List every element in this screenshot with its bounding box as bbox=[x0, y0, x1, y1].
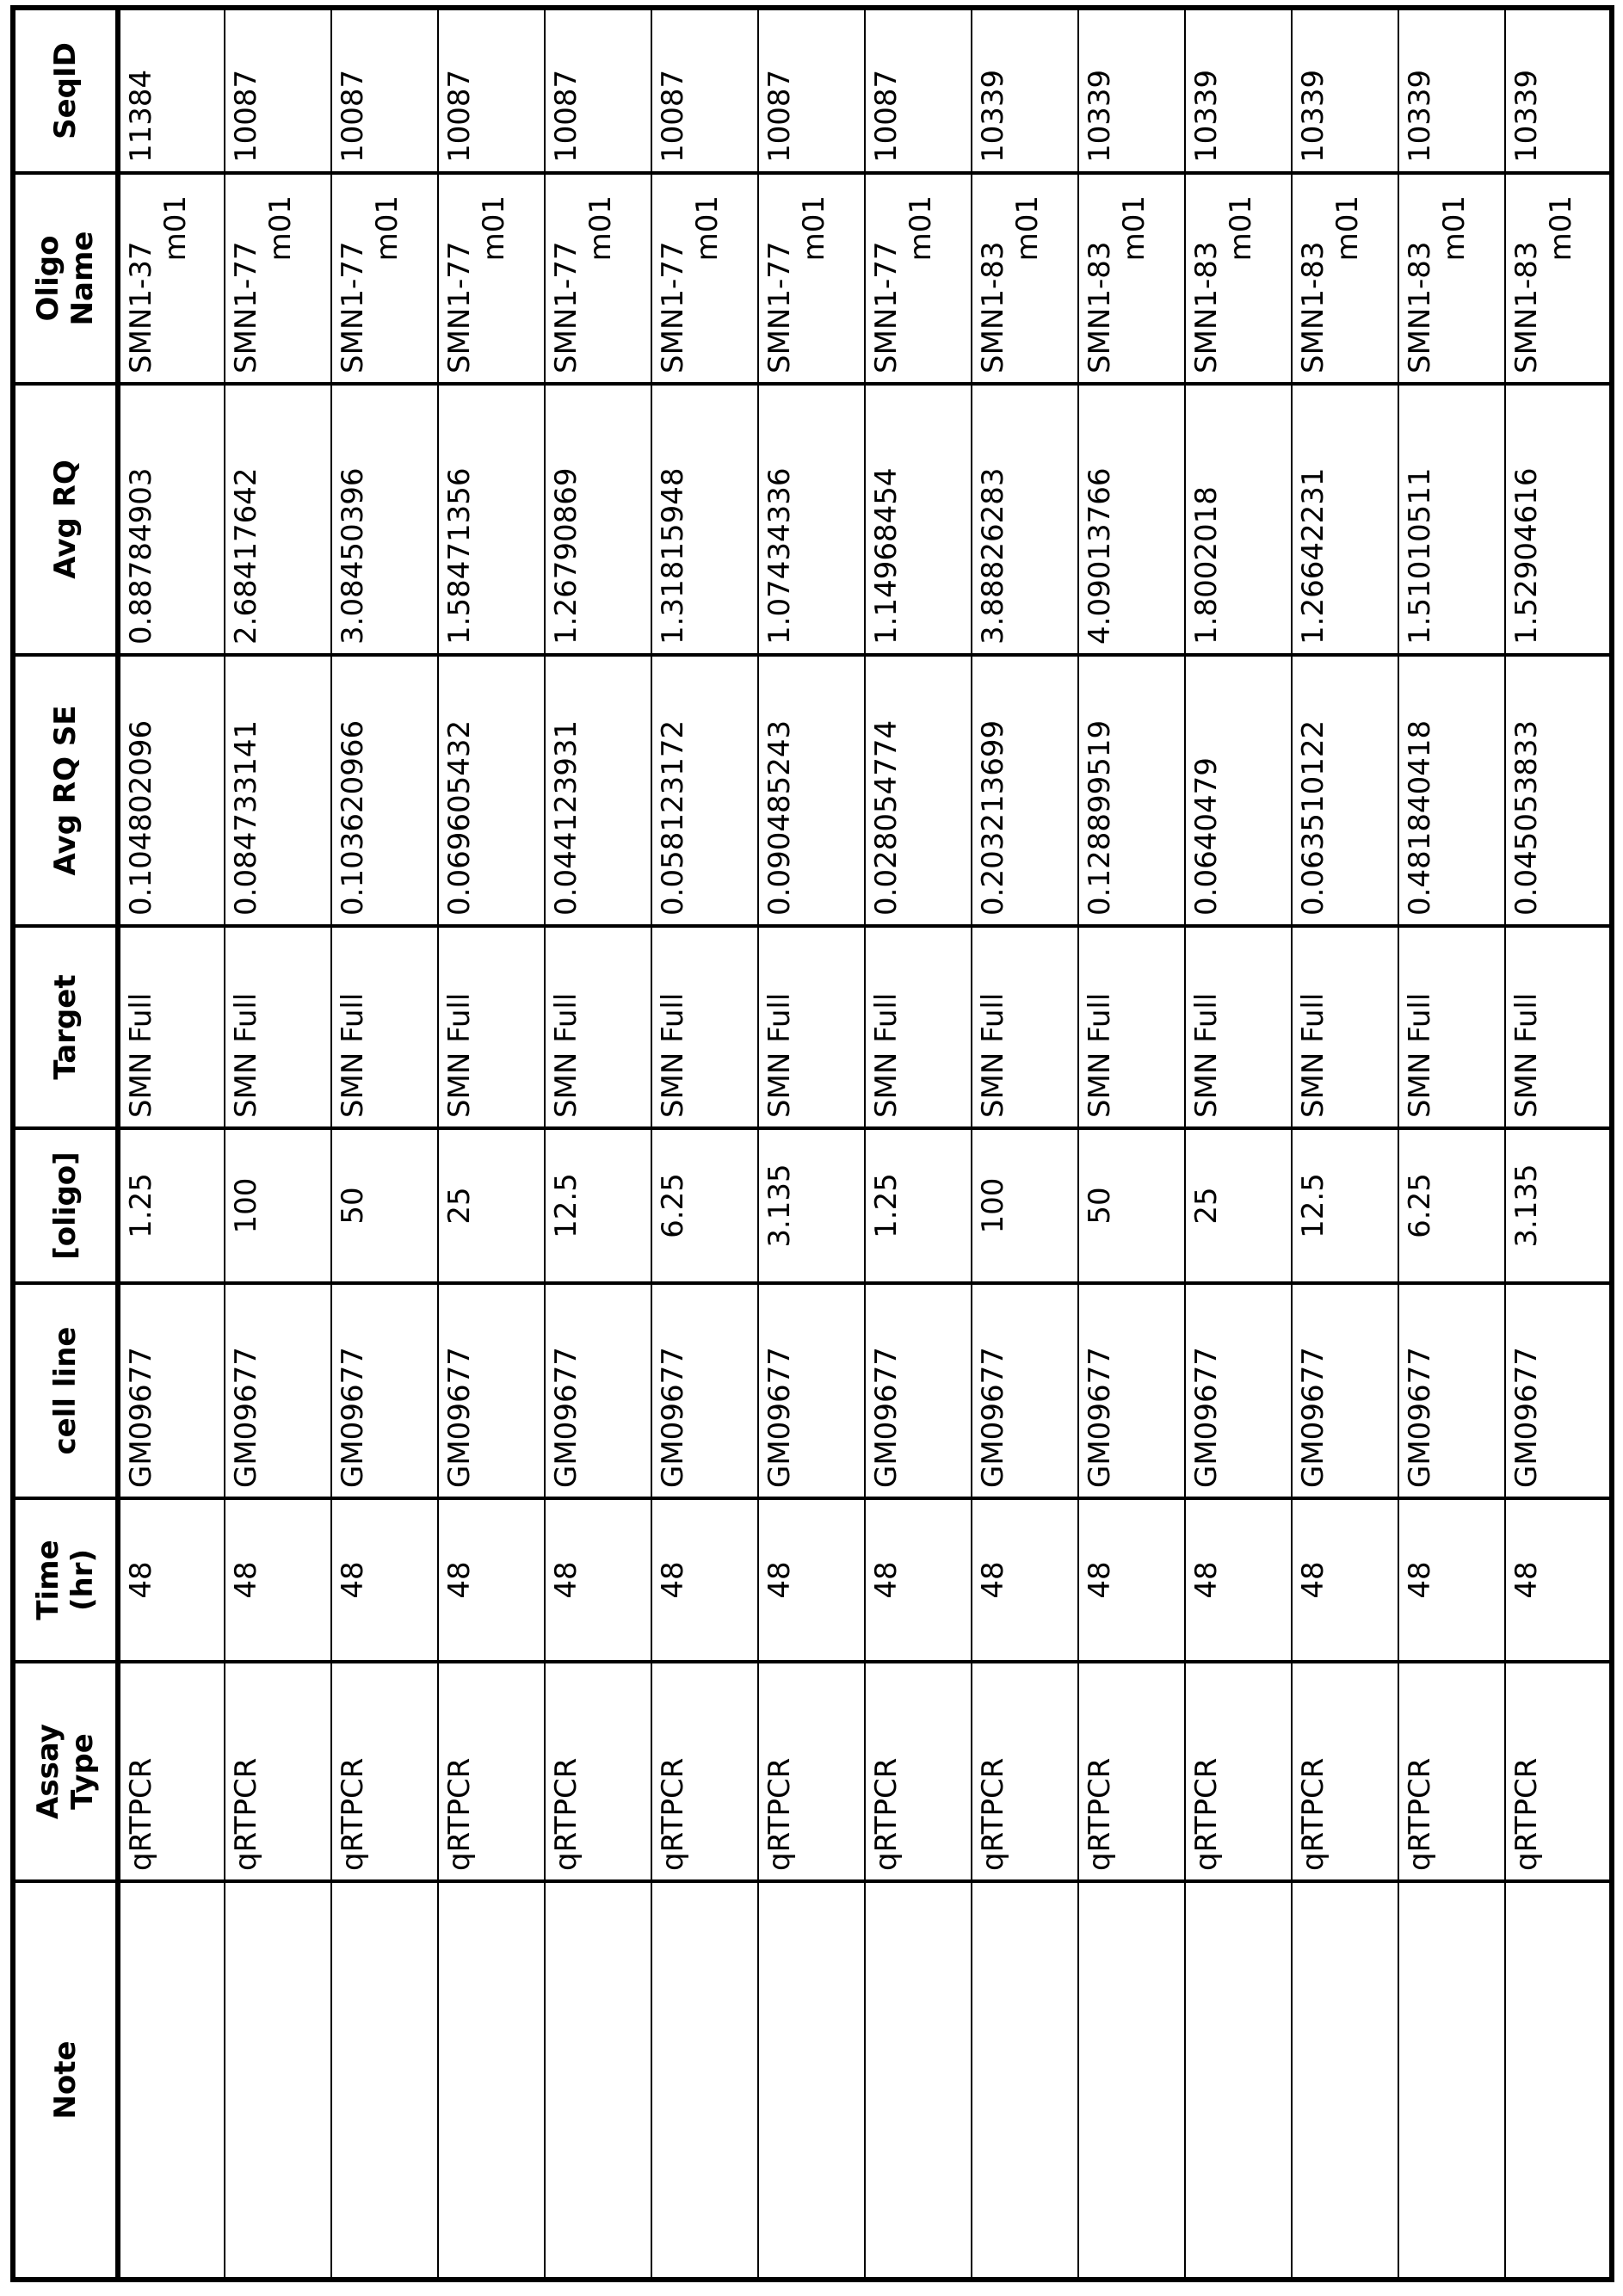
table-row bbox=[1398, 8, 1505, 2280]
cell-oligo-conc: 25 bbox=[1185, 1128, 1292, 1283]
cell-time-hr: 48 bbox=[438, 1498, 545, 1662]
oligo-rq-table bbox=[10, 5, 1614, 2282]
header-row bbox=[13, 8, 118, 2280]
cell-avg-rq-se: 0.128899519 bbox=[1078, 655, 1185, 926]
cell-time-hr: 48 bbox=[972, 1498, 1078, 1662]
cell-target: SMN Full bbox=[758, 926, 865, 1128]
cell-oligo-name bbox=[331, 173, 438, 384]
cell-note bbox=[1398, 1881, 1505, 2280]
cell-target: SMN Full bbox=[972, 926, 1078, 1128]
cell-oligo-name bbox=[1505, 173, 1612, 384]
cell-oligo-conc: 6.25 bbox=[1398, 1128, 1505, 1283]
cell-time-hr: 48 bbox=[1398, 1498, 1505, 1662]
cell-avg-rq: 1.26642231 bbox=[1292, 384, 1398, 655]
column-header-cell-line: cell line bbox=[13, 1283, 118, 1498]
cell-time-hr: 48 bbox=[331, 1498, 438, 1662]
cell-note bbox=[758, 1881, 865, 2280]
cell-seqid: 10087 bbox=[438, 8, 545, 173]
column-header-line: Oligo bbox=[31, 235, 65, 322]
cell-seqid: 10087 bbox=[758, 8, 865, 173]
cell-time-hr: 48 bbox=[651, 1498, 758, 1662]
cell-avg-rq: 0.88784903 bbox=[118, 384, 225, 655]
oligo-name-line: SMN1-77 bbox=[762, 241, 797, 373]
oligo-name-line: SMN1-83 bbox=[976, 241, 1010, 373]
oligo-name-line: m01 bbox=[797, 195, 831, 262]
cell-seqid: 10087 bbox=[331, 8, 438, 173]
oligo-name-line: SMN1-83 bbox=[1189, 241, 1224, 373]
cell-oligo-conc: 25 bbox=[438, 1128, 545, 1283]
cell-target: SMN Full bbox=[651, 926, 758, 1128]
rotated-page bbox=[10, 10, 1613, 2282]
oligo-name-line: m01 bbox=[1330, 195, 1365, 262]
cell-assay-type: qRTPCR bbox=[331, 1662, 438, 1881]
column-header-assay-type bbox=[13, 1662, 118, 1881]
cell-seqid: 10087 bbox=[545, 8, 651, 173]
cell-oligo-name bbox=[1078, 173, 1185, 384]
cell-oligo-name bbox=[865, 173, 972, 384]
cell-avg-rq-se: 0.069605432 bbox=[438, 655, 545, 926]
cell-note bbox=[225, 1881, 331, 2280]
column-header-line: (hr) bbox=[65, 1548, 100, 1612]
cell-avg-rq-se: 0.045053833 bbox=[1505, 655, 1612, 926]
cell-cell-line: GM09677 bbox=[1078, 1283, 1185, 1498]
cell-seqid: 10087 bbox=[225, 8, 331, 173]
cell-avg-rq-se: 0.090485243 bbox=[758, 655, 865, 926]
column-header-line: Time bbox=[31, 1540, 65, 1620]
cell-cell-line: GM09677 bbox=[1185, 1283, 1292, 1498]
cell-assay-type: qRTPCR bbox=[1505, 1662, 1612, 1881]
oligo-name-line: SMN1-77 bbox=[442, 241, 477, 373]
cell-note bbox=[545, 1881, 651, 2280]
cell-time-hr: 48 bbox=[1505, 1498, 1612, 1662]
oligo-name-line: m01 bbox=[1117, 195, 1151, 262]
cell-avg-rq-se: 0.044123931 bbox=[545, 655, 651, 926]
cell-target: SMN Full bbox=[545, 926, 651, 1128]
cell-avg-rq: 4.09013766 bbox=[1078, 384, 1185, 655]
oligo-name-line: SMN1-83 bbox=[1296, 241, 1330, 373]
cell-avg-rq: 1.26790869 bbox=[545, 384, 651, 655]
oligo-name-line: m01 bbox=[1010, 195, 1045, 262]
cell-avg-rq: 3.08450396 bbox=[331, 384, 438, 655]
column-header-oligo-name bbox=[13, 173, 118, 384]
table-row bbox=[1505, 8, 1612, 2280]
cell-avg-rq: 3.88826283 bbox=[972, 384, 1078, 655]
cell-avg-rq-se: 0.084733141 bbox=[225, 655, 331, 926]
cell-oligo-name bbox=[1185, 173, 1292, 384]
cell-note bbox=[438, 1881, 545, 2280]
oligo-name-line: SMN1-77 bbox=[336, 241, 370, 373]
cell-avg-rq-se: 0.0640479 bbox=[1185, 655, 1292, 926]
oligo-name-line: m01 bbox=[477, 195, 511, 262]
cell-time-hr: 48 bbox=[758, 1498, 865, 1662]
cell-oligo-name bbox=[651, 173, 758, 384]
cell-cell-line: GM09677 bbox=[758, 1283, 865, 1498]
cell-oligo-name bbox=[438, 173, 545, 384]
table-row bbox=[545, 8, 651, 2280]
table-row bbox=[1078, 8, 1185, 2280]
cell-oligo-conc: 50 bbox=[331, 1128, 438, 1283]
cell-oligo-name bbox=[1292, 173, 1398, 384]
cell-note bbox=[1292, 1881, 1398, 2280]
cell-assay-type: qRTPCR bbox=[118, 1662, 225, 1881]
cell-oligo-conc: 1.25 bbox=[118, 1128, 225, 1283]
cell-avg-rq-se: 0.058123172 bbox=[651, 655, 758, 926]
cell-oligo-conc: 6.25 bbox=[651, 1128, 758, 1283]
cell-seqid: 10339 bbox=[1185, 8, 1292, 173]
table-row bbox=[118, 8, 225, 2280]
column-header-avg-rq: Avg RQ bbox=[13, 384, 118, 655]
cell-cell-line: GM09677 bbox=[865, 1283, 972, 1498]
column-header-line: Type bbox=[65, 1733, 100, 1810]
cell-target: SMN Full bbox=[1185, 926, 1292, 1128]
cell-assay-type: qRTPCR bbox=[758, 1662, 865, 1881]
cell-note bbox=[1505, 1881, 1612, 2280]
cell-target: SMN Full bbox=[438, 926, 545, 1128]
cell-oligo-name bbox=[118, 173, 225, 384]
cell-avg-rq-se: 0.481840418 bbox=[1398, 655, 1505, 926]
cell-oligo-conc: 100 bbox=[225, 1128, 331, 1283]
cell-target: SMN Full bbox=[1398, 926, 1505, 1128]
table-row bbox=[865, 8, 972, 2280]
cell-cell-line: GM09677 bbox=[438, 1283, 545, 1498]
cell-avg-rq-se: 0.104802096 bbox=[118, 655, 225, 926]
cell-target: SMN Full bbox=[1292, 926, 1398, 1128]
cell-oligo-conc: 3.135 bbox=[1505, 1128, 1612, 1283]
table-row bbox=[225, 8, 331, 2280]
table-row bbox=[331, 8, 438, 2280]
cell-avg-rq: 1.51010511 bbox=[1398, 384, 1505, 655]
cell-avg-rq: 1.14968454 bbox=[865, 384, 972, 655]
table-row bbox=[1185, 8, 1292, 2280]
rotated-table-wrapper bbox=[10, 10, 1613, 2282]
column-header-avg-rq-se: Avg RQ SE bbox=[13, 655, 118, 926]
cell-target: SMN Full bbox=[1078, 926, 1185, 1128]
cell-note bbox=[1185, 1881, 1292, 2280]
oligo-name-line: SMN1-83 bbox=[1083, 241, 1117, 373]
cell-assay-type: qRTPCR bbox=[1292, 1662, 1398, 1881]
cell-time-hr: 48 bbox=[1292, 1498, 1398, 1662]
cell-avg-rq-se: 0.103620966 bbox=[331, 655, 438, 926]
cell-assay-type: qRTPCR bbox=[225, 1662, 331, 1881]
cell-assay-type: qRTPCR bbox=[865, 1662, 972, 1881]
cell-assay-type: qRTPCR bbox=[1185, 1662, 1292, 1881]
cell-assay-type: qRTPCR bbox=[1078, 1662, 1185, 1881]
oligo-name-line: SMN1-77 bbox=[229, 241, 263, 373]
oligo-name-line: SMN1-77 bbox=[869, 241, 904, 373]
cell-cell-line: GM09677 bbox=[972, 1283, 1078, 1498]
cell-note bbox=[972, 1881, 1078, 2280]
cell-avg-rq: 1.8002018 bbox=[1185, 384, 1292, 655]
oligo-name-line: SMN1-37 bbox=[124, 241, 158, 373]
cell-target: SMN Full bbox=[225, 926, 331, 1128]
column-header-note: Note bbox=[13, 1881, 118, 2280]
column-header-line: Assay bbox=[31, 1724, 65, 1819]
cell-oligo-conc: 12.5 bbox=[1292, 1128, 1398, 1283]
cell-avg-rq-se: 0.028054774 bbox=[865, 655, 972, 926]
cell-note bbox=[118, 1881, 225, 2280]
cell-assay-type: qRTPCR bbox=[972, 1662, 1078, 1881]
oligo-name-line: m01 bbox=[904, 195, 938, 262]
cell-avg-rq: 1.07434336 bbox=[758, 384, 865, 655]
cell-seqid: 10339 bbox=[1292, 8, 1398, 173]
oligo-name-line: m01 bbox=[1224, 195, 1258, 262]
oligo-name-line: m01 bbox=[263, 195, 298, 262]
table-row bbox=[1292, 8, 1398, 2280]
column-header-oligo-conc: [oligo] bbox=[13, 1128, 118, 1283]
cell-seqid: 10339 bbox=[1505, 8, 1612, 173]
cell-note bbox=[865, 1881, 972, 2280]
oligo-name-line: m01 bbox=[370, 195, 404, 262]
cell-avg-rq-se: 0.203213699 bbox=[972, 655, 1078, 926]
cell-oligo-name bbox=[758, 173, 865, 384]
cell-time-hr: 48 bbox=[118, 1498, 225, 1662]
cell-assay-type: qRTPCR bbox=[651, 1662, 758, 1881]
cell-target: SMN Full bbox=[865, 926, 972, 1128]
cell-seqid: 10087 bbox=[651, 8, 758, 173]
cell-avg-rq: 1.58471356 bbox=[438, 384, 545, 655]
column-header-time-hr bbox=[13, 1498, 118, 1662]
cell-seqid: 10087 bbox=[865, 8, 972, 173]
cell-oligo-conc: 1.25 bbox=[865, 1128, 972, 1283]
cell-cell-line: GM09677 bbox=[1505, 1283, 1612, 1498]
column-header-target: Target bbox=[13, 926, 118, 1128]
cell-cell-line: GM09677 bbox=[651, 1283, 758, 1498]
column-header-seqid: SeqID bbox=[13, 8, 118, 173]
oligo-name-line: m01 bbox=[1437, 195, 1472, 262]
cell-avg-rq: 1.52904616 bbox=[1505, 384, 1612, 655]
cell-oligo-name bbox=[545, 173, 651, 384]
cell-note bbox=[1078, 1881, 1185, 2280]
cell-seqid: 10339 bbox=[972, 8, 1078, 173]
column-header-line: Name bbox=[65, 231, 100, 326]
cell-seqid: 10339 bbox=[1398, 8, 1505, 173]
cell-oligo-name bbox=[225, 173, 331, 384]
cell-seqid: 11384 bbox=[118, 8, 225, 173]
cell-cell-line: GM09677 bbox=[331, 1283, 438, 1498]
cell-time-hr: 48 bbox=[865, 1498, 972, 1662]
cell-seqid: 10339 bbox=[1078, 8, 1185, 173]
cell-assay-type: qRTPCR bbox=[545, 1662, 651, 1881]
cell-target: SMN Full bbox=[331, 926, 438, 1128]
oligo-name-line: SMN1-77 bbox=[656, 241, 690, 373]
cell-avg-rq-se: 0.063510122 bbox=[1292, 655, 1398, 926]
cell-oligo-conc: 12.5 bbox=[545, 1128, 651, 1283]
cell-time-hr: 48 bbox=[545, 1498, 651, 1662]
cell-avg-rq: 1.31815948 bbox=[651, 384, 758, 655]
cell-assay-type: qRTPCR bbox=[1398, 1662, 1505, 1881]
cell-avg-rq: 2.68417642 bbox=[225, 384, 331, 655]
cell-cell-line: GM09677 bbox=[1398, 1283, 1505, 1498]
cell-cell-line: GM09677 bbox=[545, 1283, 651, 1498]
table-row bbox=[758, 8, 865, 2280]
oligo-name-line: m01 bbox=[690, 195, 725, 262]
cell-target: SMN Full bbox=[118, 926, 225, 1128]
table-row bbox=[651, 8, 758, 2280]
cell-oligo-conc: 50 bbox=[1078, 1128, 1185, 1283]
cell-assay-type: qRTPCR bbox=[438, 1662, 545, 1881]
cell-cell-line: GM09677 bbox=[1292, 1283, 1398, 1498]
table-row bbox=[438, 8, 545, 2280]
cell-cell-line: GM09677 bbox=[118, 1283, 225, 1498]
oligo-name-line: m01 bbox=[583, 195, 618, 262]
cell-oligo-conc: 3.135 bbox=[758, 1128, 865, 1283]
cell-oligo-name bbox=[1398, 173, 1505, 384]
cell-oligo-name bbox=[972, 173, 1078, 384]
cell-target: SMN Full bbox=[1505, 926, 1612, 1128]
table-body bbox=[118, 8, 1612, 2280]
oligo-name-line: SMN1-77 bbox=[549, 241, 583, 373]
table-row bbox=[972, 8, 1078, 2280]
cell-time-hr: 48 bbox=[1185, 1498, 1292, 1662]
oligo-name-line: SMN1-83 bbox=[1509, 241, 1544, 373]
cell-note bbox=[331, 1881, 438, 2280]
cell-time-hr: 48 bbox=[225, 1498, 331, 1662]
cell-time-hr: 48 bbox=[1078, 1498, 1185, 1662]
oligo-name-line: m01 bbox=[1544, 195, 1578, 262]
oligo-name-line: m01 bbox=[158, 195, 193, 262]
cell-cell-line: GM09677 bbox=[225, 1283, 331, 1498]
oligo-name-line: SMN1-83 bbox=[1403, 241, 1437, 373]
cell-note bbox=[651, 1881, 758, 2280]
cell-oligo-conc: 100 bbox=[972, 1128, 1078, 1283]
